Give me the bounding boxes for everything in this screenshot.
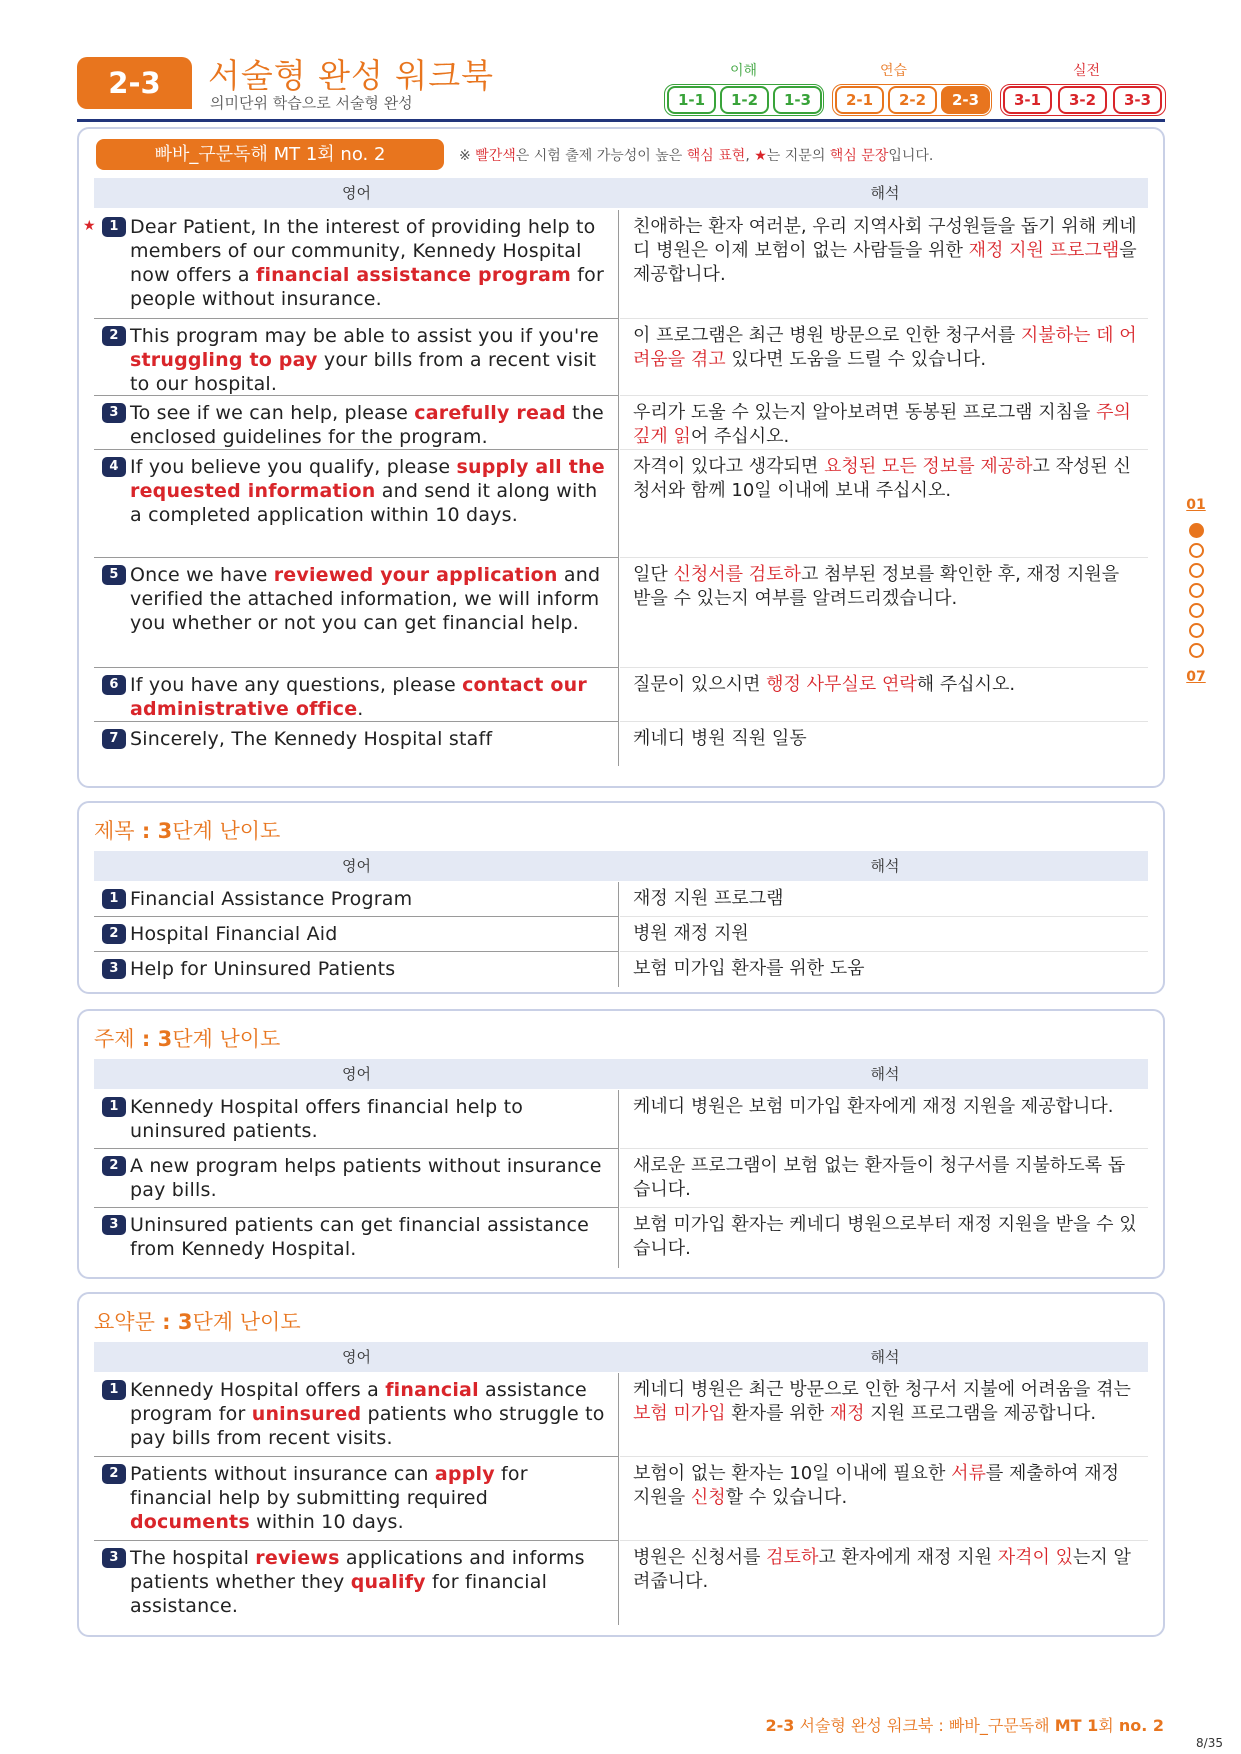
sentence-english: [94, 319, 619, 396]
blank-word: apply: [434, 1463, 495, 1485]
theme-panel: [77, 1009, 1165, 1279]
blank-word: qualify: [350, 1571, 426, 1593]
option-english: [94, 1149, 619, 1208]
passage-source-tag: [96, 139, 444, 170]
key-expression: contact our administrative office: [130, 674, 587, 720]
sentence-translation: [620, 319, 1148, 396]
option-english: [94, 952, 619, 987]
option-english: [94, 1457, 619, 1541]
nav-dot[interactable]: [1189, 543, 1204, 558]
option-number: 1: [102, 1097, 126, 1117]
key-expression-translation: 재정 지원 프로그램: [968, 240, 1120, 261]
passage-row: [83, 210, 1148, 319]
title-option-row: [94, 952, 1148, 987]
legend-note: [459, 145, 933, 165]
nav-last-label: 07: [1186, 669, 1206, 685]
translation-text: 보험이 없는 환자는 10일 이내에 필요한: [633, 1463, 952, 1484]
sentence-text: If you believe you qualify, please: [130, 456, 457, 478]
sentence-text: If you have any questions, please: [130, 674, 463, 696]
translation-text: 병원은 신청서를: [633, 1547, 767, 1568]
option-text: Uninsured patients can get financial assistance from Kennedy Hospital.: [130, 1214, 590, 1260]
section-title-summary: 요약문 : 3단계 난이도: [94, 1310, 301, 1334]
option-english: [94, 917, 619, 952]
sentence-number: 7: [102, 729, 126, 749]
sentence-translation: [620, 668, 1148, 722]
legend-note-end: 입니다.: [888, 148, 934, 164]
blank-word: financial: [385, 1379, 479, 1401]
sentence-english: [83, 210, 619, 319]
section-label: 제목: [94, 819, 135, 843]
unit-badge: 2-3: [77, 57, 192, 109]
option-text: Help for Uninsured Patients: [130, 958, 396, 980]
option-english: [94, 1541, 619, 1625]
legend-note-red-word: 빨간색: [475, 148, 516, 164]
theme-table-header: [94, 1059, 1148, 1089]
nav-dot[interactable]: [1189, 603, 1204, 618]
section-label: 요약문: [94, 1310, 155, 1334]
translation-text: 친애하는 환자 여러분, 우리 지역사회 구성원들을 돕기 위해 케네디 병원은 이제 보험이 없는 사람들을 위한: [633, 216, 1137, 261]
footer-caption: [766, 1713, 1164, 1736]
step-button-3-3[interactable]: 3-3: [1113, 86, 1162, 114]
step-button-3-1[interactable]: 3-1: [1003, 86, 1052, 114]
legend-note-mid: 은 시험 출제 가능성이 높은: [515, 148, 687, 164]
passage-row: [94, 396, 1148, 450]
title-option-row: [94, 882, 1148, 917]
option-number: 2: [102, 1156, 126, 1176]
passage-table-header: [94, 178, 1148, 208]
option-text: within 10 days.: [249, 1511, 404, 1533]
translation-text: 케네디 병원 직원 일동: [633, 728, 807, 749]
translation-text: 를 제출하여 재정 지원을: [633, 1463, 1120, 1508]
option-text: Kennedy Hospital offers financial help to uninsured patients.: [130, 1096, 524, 1142]
title-panel: [77, 801, 1165, 994]
page-number: 8/35: [1196, 1736, 1223, 1750]
blank-word-translation: 서류: [951, 1463, 986, 1484]
option-translation: [620, 1541, 1148, 1625]
footer-no: no. 2: [1118, 1716, 1164, 1735]
step-button-3-2[interactable]: 3-2: [1058, 86, 1107, 114]
column-header-english: 영어: [342, 1065, 371, 1083]
blank-word-translation: 보험 미가입: [633, 1403, 726, 1424]
sentence-text: Sincerely, The Kennedy Hospital staff: [130, 728, 493, 750]
column-header-english: 영어: [342, 184, 371, 202]
option-text: for financial assistance.: [130, 1571, 548, 1617]
step-button-2-1[interactable]: 2-1: [835, 86, 884, 114]
nav-dot[interactable]: [1189, 563, 1204, 578]
footer-mt: MT 1: [1054, 1716, 1099, 1735]
summary-panel: [77, 1292, 1165, 1637]
difficulty-level: 3: [157, 1027, 173, 1051]
column-header-english: 영어: [342, 1348, 371, 1366]
option-number: 2: [102, 1464, 126, 1484]
sentence-text: To see if we can help, please: [130, 402, 415, 424]
blank-word: documents: [130, 1511, 250, 1533]
passage-progress-nav: [1184, 497, 1208, 697]
footer-text: 서술형 완성 워크북 : 빠바_구문독해: [794, 1716, 1055, 1735]
option-text: applications and informs patients whether they: [130, 1547, 585, 1593]
step-group-label-understand: 이해: [730, 63, 758, 79]
option-text: Patients without insurance can: [130, 1463, 435, 1485]
sentence-number: 5: [102, 565, 126, 585]
sentence-english: [94, 450, 619, 558]
sentence-text: for people without insurance.: [130, 264, 604, 310]
option-translation: 재정 지원 프로그램: [620, 882, 1148, 917]
step-group-label-practice: 연습: [880, 63, 908, 79]
key-expression: financial assistance program: [255, 264, 572, 286]
translation-text: 이 프로그램은 최근 병원 방문으로 인한 청구서를: [633, 325, 1021, 346]
translation-text: 을 제공합니다.: [633, 240, 1137, 285]
sentence-text: and send it along with a completed application within 10 days.: [130, 480, 598, 526]
theme-option-row: [94, 1208, 1148, 1268]
section-title-theme: 주제 : 3단계 난이도: [94, 1027, 281, 1051]
passage-source-text: 빠바_구문독해 MT 1회 no. 2: [154, 144, 386, 165]
header-divider: [77, 119, 1165, 122]
translation-text: 해 주십시오.: [916, 674, 1016, 695]
sentence-english: [94, 668, 619, 722]
sentence-text: the enclosed guidelines for the program.: [130, 402, 604, 448]
page-title: 서술형 완성 워크북: [208, 56, 495, 95]
sentence-translation: [620, 210, 1148, 319]
nav-first-label: 01: [1186, 497, 1206, 513]
column-header-translation: 해석: [870, 857, 900, 875]
sentence-text: .: [357, 698, 364, 720]
option-number: 1: [102, 889, 126, 909]
passage-row: [94, 450, 1148, 558]
step-button-1-2[interactable]: 1-2: [720, 86, 769, 114]
nav-dot[interactable]: [1189, 583, 1204, 598]
blank-word-translation: 검토하: [766, 1547, 819, 1568]
difficulty-suffix: 단계 난이도: [172, 819, 281, 843]
sentence-translation: [620, 722, 1148, 766]
passage-panel: [77, 127, 1165, 788]
step-button-2-2[interactable]: 2-2: [888, 86, 937, 114]
sentence-english: [94, 396, 619, 450]
translation-text: 지원 프로그램을 제공합니다.: [864, 1403, 1097, 1424]
option-text: A new program helps patients without insurance pay bills.: [130, 1155, 602, 1201]
blank-word-translation: 재정: [829, 1403, 865, 1424]
option-text: Hospital Financial Aid: [130, 923, 338, 945]
sentence-english: [94, 558, 619, 668]
option-translation: [620, 1457, 1148, 1541]
option-number: 3: [102, 959, 126, 979]
column-header-translation: 해석: [870, 1348, 900, 1366]
legend-note-prefix: ※: [459, 148, 476, 164]
column-header-translation: 해석: [870, 1065, 900, 1083]
option-text: The hospital: [130, 1547, 256, 1569]
footer-unit: 2-3: [765, 1716, 795, 1735]
translation-text: 일단: [633, 564, 674, 585]
key-expression-translation: 주의 깊게 읽: [633, 402, 1131, 447]
sentence-number: 6: [102, 675, 126, 695]
sentence-text: and verified the attached information, we will inform you whether or not you can get financial help.: [130, 564, 601, 634]
option-text: patients who struggle to pay bills from recent visits.: [130, 1403, 605, 1449]
passage-row: [94, 722, 1148, 766]
summary-option-row: [94, 1457, 1148, 1541]
sentence-text: Once we have: [130, 564, 274, 586]
section-label: 주제: [94, 1027, 135, 1051]
option-number: 3: [102, 1548, 126, 1568]
footer-hoe: 회: [1098, 1716, 1119, 1735]
key-expression-translation: 지불하는 데 어려움을 겪고: [633, 325, 1137, 370]
nav-dot-current[interactable]: [1189, 523, 1204, 538]
difficulty-suffix: 단계 난이도: [172, 1027, 281, 1051]
step-button-2-3[interactable]: 2-3: [941, 86, 990, 114]
sentence-translation: [620, 558, 1148, 668]
sentence-text: your bills from a recent visit to our hospital.: [130, 349, 597, 395]
difficulty-suffix: 단계 난이도: [192, 1310, 301, 1334]
option-translation: 보험 미가입 환자를 위한 도움: [633, 958, 865, 979]
passage-row: [94, 668, 1148, 722]
option-text: assistance program for: [130, 1379, 587, 1425]
star-icon: ★: [754, 148, 767, 164]
option-translation: 병원 재정 지원: [620, 917, 1148, 952]
summary-option-row: [94, 1373, 1148, 1457]
option-number: 2: [102, 924, 126, 944]
translation-text: 우리가 도울 수 있는지 알아보려면 동봉된 프로그램 지침을: [633, 402, 1097, 423]
key-expression: supply all the requested information: [130, 456, 605, 502]
option-english: [94, 1208, 619, 1268]
translation-text: 할 수 있습니다.: [725, 1487, 848, 1508]
key-expression: struggling to pay: [130, 349, 318, 371]
translation-text: 있다면 도움을 드릴 수 있습니다.: [725, 349, 987, 370]
key-expression-translation: 신청서를 검토하: [673, 564, 801, 585]
step-navigation: [664, 60, 1168, 120]
translation-text: 고 첨부된 정보를 확인한 후, 재정 지원을 받을 수 있는지 여부를 알려드리겠습니다.: [633, 564, 1120, 609]
translation-text: 어 주십시오.: [690, 426, 790, 447]
option-text: Financial Assistance Program: [130, 888, 413, 910]
legend-note-key-sentence: 핵심 문장: [829, 148, 889, 164]
blank-word: uninsured: [251, 1403, 362, 1425]
blank-word-translation: 신청: [690, 1487, 726, 1508]
translation-text: 고 작성된 신청서와 함께 10일 이내에 보내 주십시오.: [633, 456, 1131, 501]
sentence-translation: [620, 396, 1148, 450]
option-translation: [620, 1373, 1148, 1457]
title-option-row: [94, 917, 1148, 952]
summary-option-row: [94, 1541, 1148, 1625]
passage-row: [94, 319, 1148, 396]
section-title-title: 제목 : 3단계 난이도: [94, 819, 281, 843]
translation-text: 케네디 병원은 최근 방문으로 인한 청구서 지불에 어려움을 겪는: [633, 1379, 1131, 1400]
translation-text: 자격이 있다고 생각되면: [633, 456, 825, 477]
translation-text: 는지 알려줍니다.: [633, 1547, 1131, 1592]
translation-text: 질문이 있으시면: [633, 674, 767, 695]
option-number: 3: [102, 1215, 126, 1235]
theme-option-row: [94, 1090, 1148, 1149]
step-button-1-3[interactable]: 1-3: [773, 86, 822, 114]
passage-row: [94, 558, 1148, 668]
sentence-text: Dear Patient, In the interest of providing help to members of our community, Kennedy Hospital now offers a: [130, 216, 596, 286]
step-button-1-1[interactable]: 1-1: [667, 86, 716, 114]
option-number: 1: [102, 1380, 126, 1400]
option-translation: 새로운 프로그램이 보험 없는 환자들이 청구서를 지불하도록 돕습니다.: [620, 1149, 1148, 1208]
option-text: Kennedy Hospital offers a: [130, 1379, 386, 1401]
key-expression-translation: 행정 사무실로 연락: [766, 674, 917, 695]
theme-option-row: [94, 1149, 1148, 1208]
nav-dot[interactable]: [1189, 623, 1204, 638]
legend-note-mid2: 는 지문의: [766, 148, 830, 164]
option-english: [94, 882, 619, 917]
translation-text: 고 환자에게 재정 지원: [818, 1547, 998, 1568]
sentence-number: 1: [102, 217, 126, 237]
key-expression-translation: 요청된 모든 정보를 제공하: [824, 456, 1033, 477]
summary-table-header: [94, 1342, 1148, 1372]
key-expression: carefully read: [414, 402, 566, 424]
legend-note-key-expression: 핵심 표현: [686, 148, 746, 164]
sentence-number: 2: [102, 326, 126, 346]
sentence-number: 4: [102, 457, 126, 477]
page-subtitle: 의미단위 학습으로 서술형 완성: [210, 94, 413, 112]
sentence-english: [94, 722, 619, 766]
column-header-english: 영어: [342, 857, 371, 875]
difficulty-level: 3: [177, 1310, 193, 1334]
step-group-label-real: 실전: [1073, 63, 1101, 79]
sentence-text: This program may be able to assist you if you're: [130, 325, 599, 347]
option-english: [94, 1090, 619, 1149]
option-english: [94, 1373, 619, 1457]
blank-word-translation: 자격이 있: [997, 1547, 1074, 1568]
sentence-number: 3: [102, 403, 126, 423]
blank-word: reviews: [255, 1547, 340, 1569]
option-translation: 케네디 병원은 보험 미가입 환자에게 재정 지원을 제공합니다.: [620, 1090, 1148, 1149]
option-text: for financial help by submitting required: [130, 1463, 528, 1509]
key-expression: reviewed your application: [273, 564, 558, 586]
key-sentence-star-icon: ★: [83, 218, 96, 234]
translation-text: 환자를 위한: [725, 1403, 830, 1424]
title-table-header: [94, 851, 1148, 881]
option-translation: 보험 미가입 환자는 케네디 병원으로부터 재정 지원을 받을 수 있습니다.: [633, 1214, 1137, 1259]
nav-dot[interactable]: [1189, 643, 1204, 658]
difficulty-level: 3: [157, 819, 173, 843]
column-header-translation: 해석: [870, 184, 900, 202]
legend-note-comma: ,: [745, 148, 755, 164]
sentence-translation: [620, 450, 1148, 558]
